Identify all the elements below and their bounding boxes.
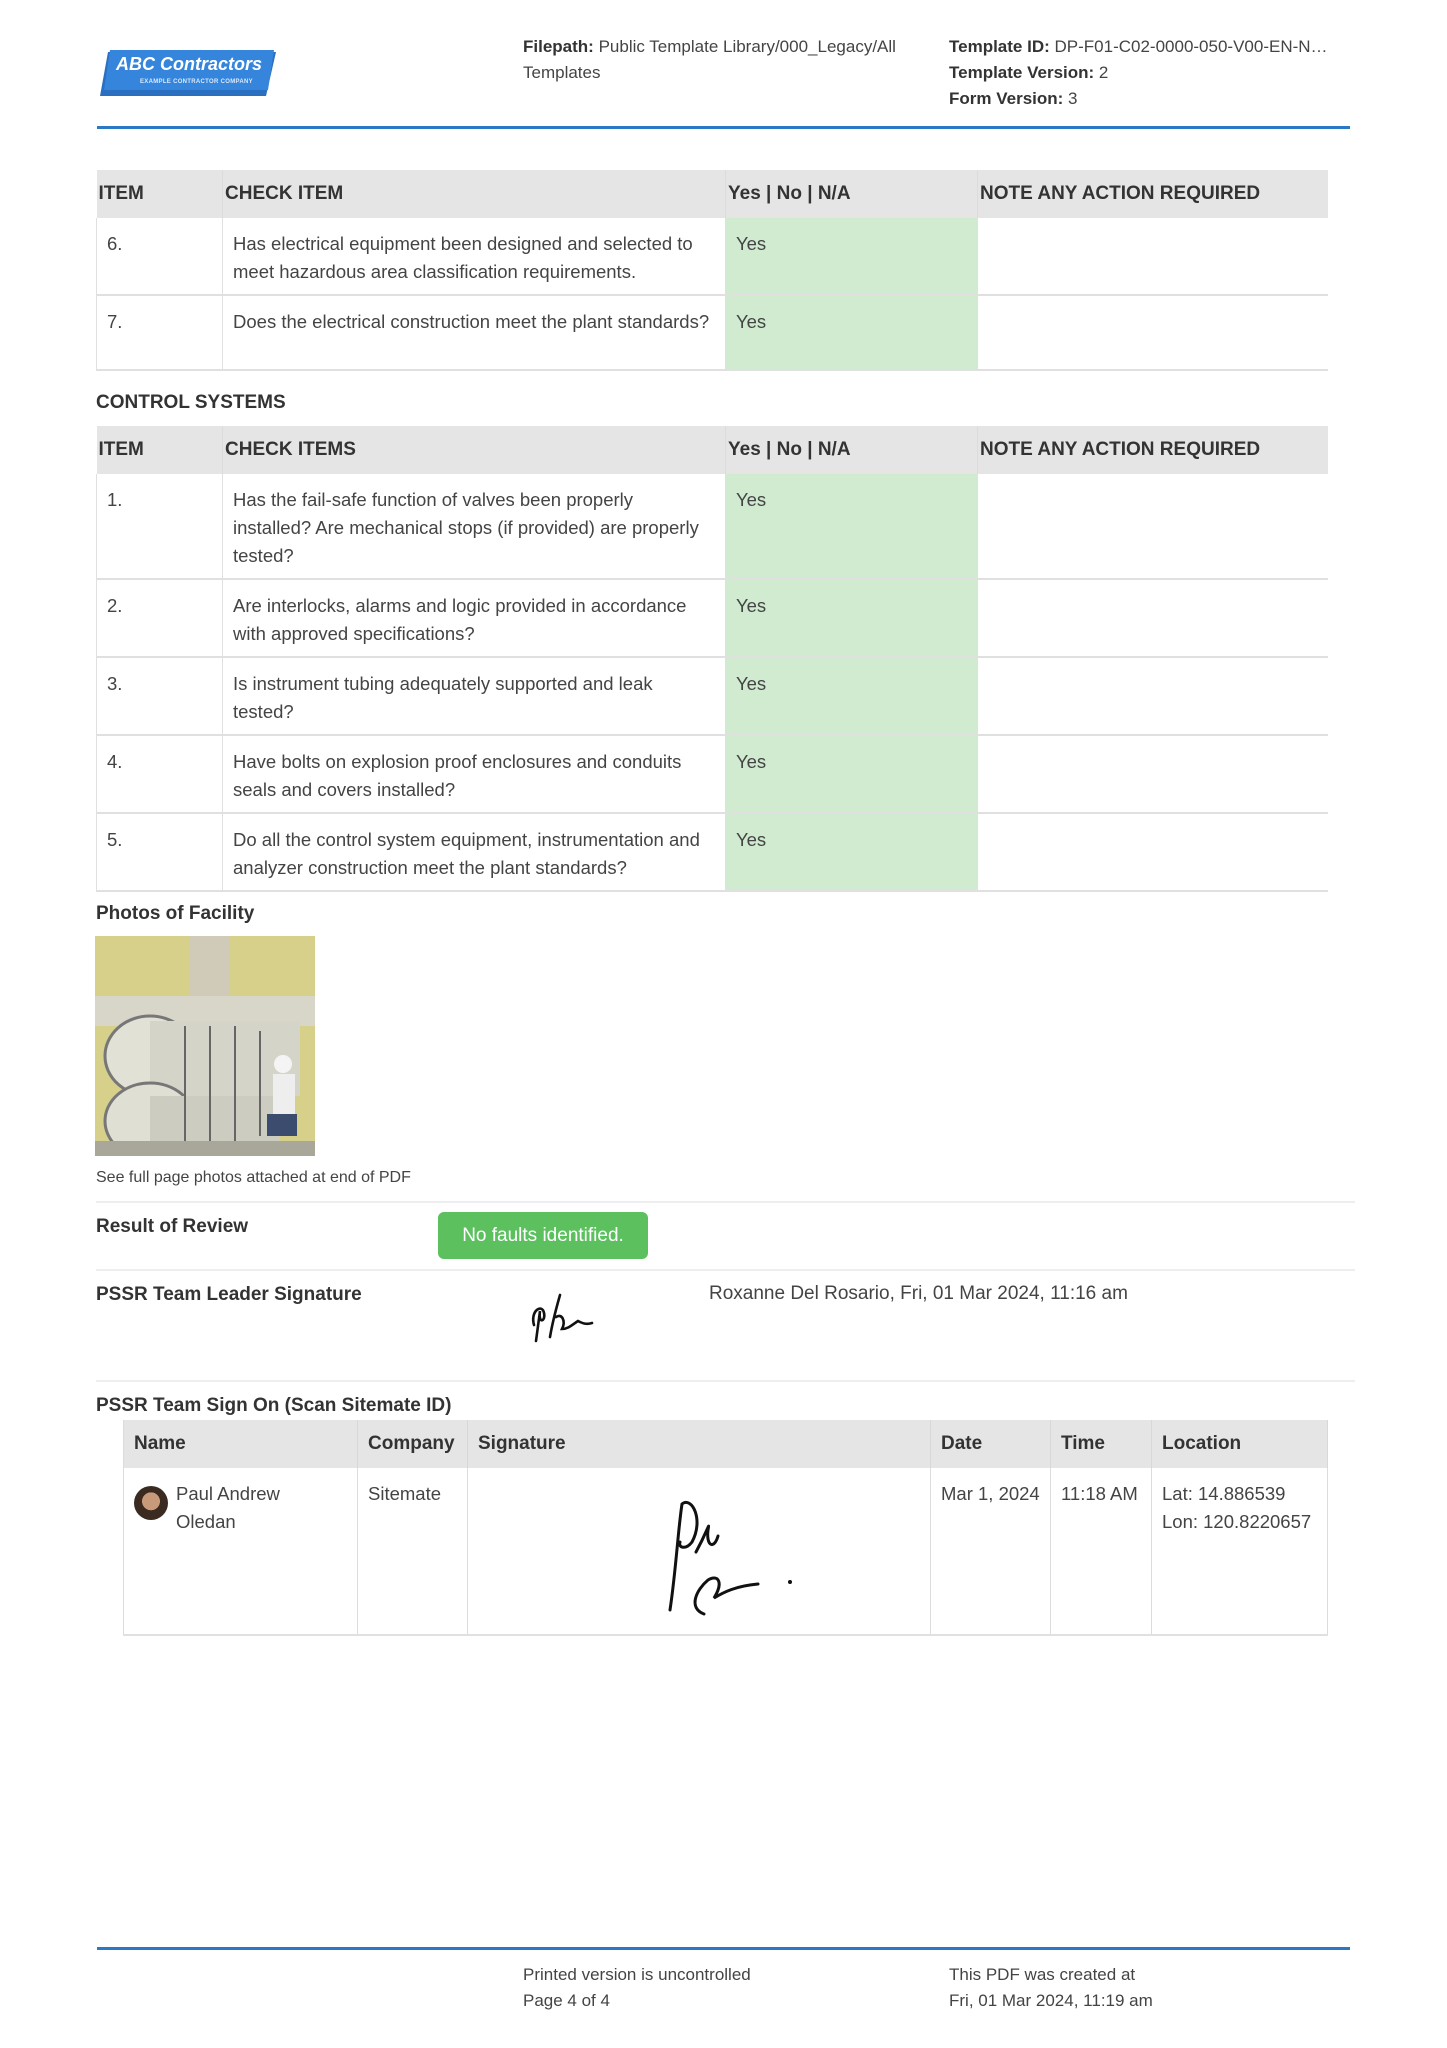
item-number: 2. xyxy=(97,579,223,657)
signature-icon xyxy=(520,1285,640,1345)
table-row xyxy=(97,218,1328,295)
table-row xyxy=(97,295,1328,370)
section-title-control-systems: CONTROL SYSTEMS xyxy=(96,392,286,413)
avatar xyxy=(134,1486,168,1520)
template-version-label: Template Version: xyxy=(949,63,1095,82)
page-number: Page 4 of 4 xyxy=(523,1991,610,2010)
note-cell xyxy=(978,813,1328,891)
created-at-label: This PDF was created at xyxy=(949,1965,1136,1984)
section-divider xyxy=(96,1380,1355,1382)
answer-cell: Yes xyxy=(726,295,978,370)
filepath-value-cont: Templates xyxy=(523,63,601,82)
member-name-cell xyxy=(124,1468,358,1635)
company-logo xyxy=(98,48,280,100)
column-header-answer: Yes | No | N/A xyxy=(726,426,978,474)
location-lat: Lat: 14.886539 xyxy=(1162,1483,1286,1504)
check-item-text: Is instrument tubing adequately supported and leak tested? xyxy=(223,657,726,735)
note-cell xyxy=(978,657,1328,735)
answer-cell: Yes xyxy=(726,813,978,891)
equipment-photo-icon xyxy=(95,936,315,1156)
footer-left xyxy=(523,1962,751,2014)
member-location xyxy=(1152,1468,1328,1635)
leader-signed-by: Roxanne Del Rosario, Fri, 01 Mar 2024, 11:16 am xyxy=(709,1283,1128,1304)
section-divider xyxy=(96,1201,1355,1203)
footer-right xyxy=(949,1962,1153,2014)
table-row xyxy=(97,735,1328,813)
column-header-date: Date xyxy=(931,1420,1051,1468)
table-header-row xyxy=(97,426,1328,474)
answer-cell: Yes xyxy=(726,474,978,579)
answer-cell: Yes xyxy=(726,218,978,295)
photos-title: Photos of Facility xyxy=(96,903,255,924)
answer-cell: Yes xyxy=(726,579,978,657)
footer-divider xyxy=(97,1947,1350,1950)
created-at-value: Fri, 01 Mar 2024, 11:19 am xyxy=(949,1991,1153,2010)
note-cell xyxy=(978,295,1328,370)
filepath xyxy=(523,34,933,86)
check-item-text: Has electrical equipment been designed and selected to meet hazardous area classification requirements. xyxy=(223,218,726,295)
table-header-row xyxy=(97,170,1328,218)
electrical-checklist-table xyxy=(96,170,1328,371)
leader-signature-label: PSSR Team Leader Signature xyxy=(96,1284,362,1305)
signature-icon xyxy=(648,1490,848,1620)
column-header-location: Location xyxy=(1152,1420,1328,1468)
result-status-badge: No faults identified. xyxy=(438,1212,648,1259)
facility-photo[interactable] xyxy=(95,936,315,1156)
column-header-company: Company xyxy=(358,1420,468,1468)
table-row xyxy=(124,1468,1328,1635)
column-header-item: ITEM xyxy=(97,170,223,218)
member-signature-cell xyxy=(468,1468,931,1635)
note-cell xyxy=(978,735,1328,813)
header-divider xyxy=(97,126,1350,129)
sign-on-table xyxy=(123,1420,1328,1636)
column-header-note: NOTE ANY ACTION REQUIRED xyxy=(978,426,1328,474)
column-header-time: Time xyxy=(1051,1420,1152,1468)
answer-cell: Yes xyxy=(726,735,978,813)
template-id-value: DP-F01-C02-0000-050-V00-EN-N… xyxy=(1054,37,1328,56)
logo-title: ABC Contractors xyxy=(116,54,263,74)
item-number: 6. xyxy=(97,218,223,295)
template-info xyxy=(949,34,1359,112)
item-number: 3. xyxy=(97,657,223,735)
filepath-value: Public Template Library/000_Legacy/All xyxy=(598,37,896,56)
answer-cell: Yes xyxy=(726,657,978,735)
template-version-value: 2 xyxy=(1098,63,1109,82)
control-systems-table xyxy=(96,426,1328,892)
item-number: 7. xyxy=(97,295,223,370)
column-header-note: NOTE ANY ACTION REQUIRED xyxy=(978,170,1328,218)
leader-signature-image xyxy=(520,1285,640,1345)
column-header-answer: Yes | No | N/A xyxy=(726,170,978,218)
note-cell xyxy=(978,474,1328,579)
member-name: Paul Andrew Oledan xyxy=(176,1483,280,1532)
uncontrolled-notice: Printed version is uncontrolled xyxy=(523,1965,751,1984)
table-row xyxy=(97,474,1328,579)
column-header-item: ITEM xyxy=(97,426,223,474)
check-item-text: Have bolts on explosion proof enclosures and conduits seals and covers installed? xyxy=(223,735,726,813)
table-row xyxy=(97,657,1328,735)
sign-on-title: PSSR Team Sign On (Scan Sitemate ID) xyxy=(96,1395,452,1416)
table-row xyxy=(97,579,1328,657)
result-of-review-label: Result of Review xyxy=(96,1216,249,1237)
table-header-row xyxy=(124,1420,1328,1468)
column-header-signature: Signature xyxy=(468,1420,931,1468)
template-id-label: Template ID: xyxy=(949,37,1050,56)
column-header-name: Name xyxy=(124,1420,358,1468)
check-item-text: Has the fail-safe function of valves been properly installed? Are mechanical stops (if provided) are properly tested? xyxy=(223,474,726,579)
check-item-text: Do all the control system equipment, instrumentation and analyzer construction meet the plant standards? xyxy=(223,813,726,891)
member-date: Mar 1, 2024 xyxy=(931,1468,1051,1635)
member-company: Sitemate xyxy=(358,1468,468,1635)
photos-caption: See full page photos attached at end of PDF xyxy=(96,1169,411,1186)
section-divider xyxy=(96,1269,1355,1271)
location-lon: Lon: 120.8220657 xyxy=(1162,1511,1312,1532)
item-number: 5. xyxy=(97,813,223,891)
form-version-label: Form Version: xyxy=(949,89,1064,108)
note-cell xyxy=(978,218,1328,295)
check-item-text: Does the electrical construction meet the plant standards? xyxy=(223,295,726,370)
column-header-check-items: CHECK ITEMS xyxy=(223,426,726,474)
item-number: 1. xyxy=(97,474,223,579)
note-cell xyxy=(978,579,1328,657)
check-item-text: Are interlocks, alarms and logic provided in accordance with approved specifications? xyxy=(223,579,726,657)
table-row xyxy=(97,813,1328,891)
column-header-check-item: CHECK ITEM xyxy=(223,170,726,218)
logo-subtitle: EXAMPLE CONTRACTOR COMPANY xyxy=(140,79,253,85)
member-time: 11:18 AM xyxy=(1051,1468,1152,1635)
item-number: 4. xyxy=(97,735,223,813)
form-version-value: 3 xyxy=(1068,89,1078,108)
filepath-label: Filepath: xyxy=(523,37,594,56)
